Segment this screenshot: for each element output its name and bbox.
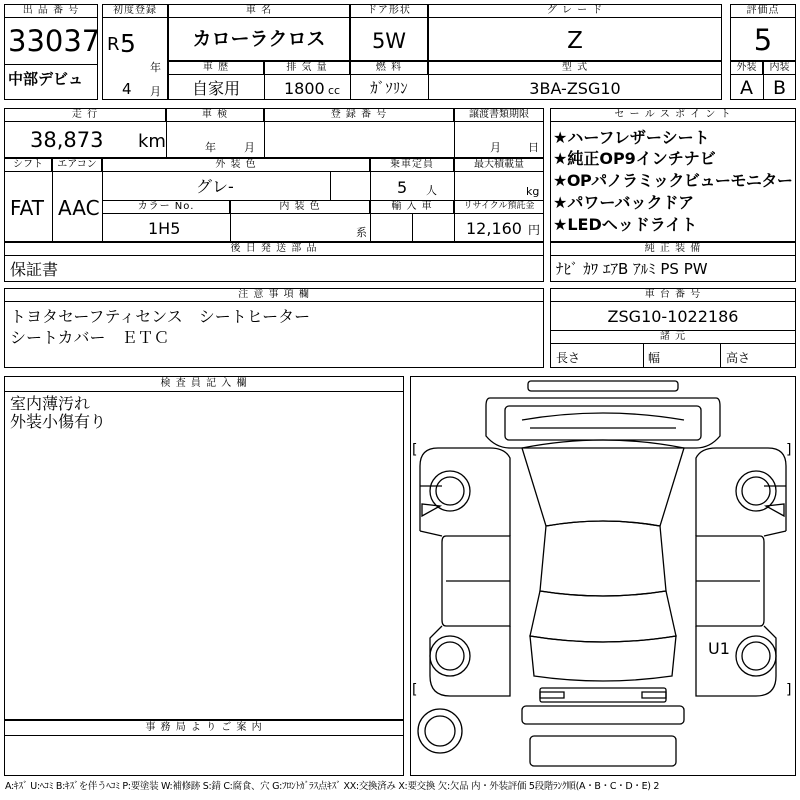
- recycle-label: リサイクル預託金: [454, 200, 544, 214]
- car-name: カローラクロス: [192, 28, 326, 50]
- right-bracket: ]: [786, 442, 792, 458]
- transfer-label: 譲渡書類期限: [454, 108, 544, 122]
- office-label: 事 務 局 よ り ご 案 内: [4, 720, 404, 736]
- int-label: 内装: [763, 61, 796, 75]
- grade-label: グ レ ー ド: [428, 4, 722, 18]
- exterior-grade: A: [740, 77, 753, 99]
- shift-label: シフト: [4, 158, 52, 172]
- import-label: 輸 入 車: [370, 200, 454, 214]
- ac-label: エアコン: [52, 158, 102, 172]
- inspector-line: 外装小傷有り: [10, 412, 107, 431]
- interior-color-suffix: 系: [356, 226, 367, 239]
- mileage-unit: km: [138, 131, 166, 152]
- car-name-label: 車 名: [168, 4, 350, 18]
- transfer-month: 月: [490, 141, 501, 154]
- row2-div1: [264, 61, 265, 100]
- inspection-year: 年: [205, 141, 216, 154]
- grade: Z: [567, 28, 583, 54]
- recycle-fee: 12,160: [466, 219, 522, 238]
- capacity: 5: [397, 178, 408, 197]
- recycle-yen: 円: [528, 223, 541, 237]
- door-label: ドア形状: [350, 4, 428, 18]
- notes-line: トヨタセーフティセンス シートヒーター: [10, 307, 311, 326]
- score-label: 評価点: [730, 4, 796, 18]
- sales-point-item: ★LEDヘッドライト: [553, 215, 698, 234]
- spec-width: 幅: [648, 351, 661, 365]
- inspection-label: 車 検: [166, 108, 264, 122]
- reg-month: 4: [122, 80, 132, 98]
- history-label: 車 歴: [168, 61, 264, 75]
- event-name: 中部デビュ: [8, 70, 84, 88]
- chassis-number: ZSG10-1022186: [607, 307, 739, 326]
- sales-points-label: セ ー ル ス ポ イ ン ト: [550, 108, 796, 122]
- legend: A:ｷｽﾞ U:ﾍｺﾐ B:ｷｽﾞを伴うﾍｺﾐ P:要塗装 W:補修跡 S:錆 C:腐食、穴 G:ﾌﾛﾝﾄｶﾞﾗｽ点ｷｽﾞ XX:交換済み X:要交換 欠:欠品 内・外装評価 5段階ﾗﾝｸ順(A・B・C・D・E) 2: [5, 781, 660, 792]
- spec-div-import: [412, 214, 413, 242]
- genuine-equipment-label: 純 正 装 備: [550, 242, 796, 256]
- later-parts: 保証書: [10, 260, 59, 279]
- door-type: 5W: [371, 29, 407, 53]
- reg-year: 5: [120, 29, 136, 58]
- lot-number-label: 出 品 番 号: [4, 4, 98, 18]
- capacity-label: 乗車定員: [370, 158, 454, 172]
- specs-div1: [643, 344, 644, 368]
- model-code-label: 型 式: [428, 61, 722, 75]
- mileage-label: 走 行: [4, 108, 166, 122]
- score: 5: [753, 23, 773, 57]
- history: 自家用: [191, 79, 240, 98]
- max-load-unit: kg: [526, 185, 540, 198]
- fuel-label: 燃 料: [350, 61, 428, 75]
- inspector-label: 検 査 員 記 入 欄: [4, 376, 404, 392]
- chassis-label: 車 台 番 号: [550, 288, 796, 302]
- shift: FAT: [10, 196, 45, 220]
- mid-div1: [166, 108, 167, 158]
- spec-height: 高さ: [726, 351, 751, 365]
- displacement: 1800: [284, 79, 325, 98]
- spec-div-colorno: [230, 200, 231, 242]
- cc-unit: cc: [328, 84, 341, 97]
- color-no-label: カラー No.: [102, 200, 230, 214]
- max-load-label: 最大積載量: [454, 158, 544, 172]
- spec-div-ext: [330, 172, 331, 200]
- left-bracket: [: [412, 682, 418, 698]
- color-number: 1H5: [148, 219, 181, 238]
- first-registration-label: 初度登録: [102, 4, 168, 18]
- inspector-line: 室内薄汚れ: [10, 394, 91, 413]
- air-conditioner: AAC: [58, 196, 100, 220]
- genuine-equipment: ﾅﾋﾞ ｶﾜ ｴｱB ｱﾙﾐ PS PW: [556, 260, 708, 278]
- notes-line: シートカバー ＥＴＣ: [10, 328, 170, 347]
- era-letter: R: [107, 34, 120, 55]
- sales-point-item: ★ハーフレザーシート: [553, 128, 710, 147]
- lot-divider: [4, 64, 98, 65]
- notes-label: 注 意 事 項 欄: [4, 288, 544, 302]
- left-bracket: [: [412, 442, 418, 458]
- exterior-color: グレ-: [196, 177, 234, 196]
- model-code: 3BA-ZSG10: [529, 79, 621, 98]
- mileage: 38,873: [30, 128, 104, 152]
- reg-no-label: 登 録 番 号: [264, 108, 454, 122]
- spec-length: 長さ: [556, 351, 581, 365]
- mid-div2: [264, 108, 265, 158]
- damage-mark: U1: [708, 639, 730, 658]
- sales-point-item: ★OPパノラミックビューモニター: [553, 171, 793, 190]
- right-bracket: ]: [786, 682, 792, 698]
- specs-label: 諸 元: [550, 330, 796, 344]
- inspection-month: 月: [244, 141, 255, 154]
- specs-div2: [720, 344, 721, 368]
- fuel: ｶﾞｿﾘﾝ: [370, 79, 408, 97]
- spec-div-shift: [52, 158, 53, 242]
- exterior-color-label: 外 装 色: [102, 158, 370, 172]
- ext-label: 外装: [730, 61, 763, 75]
- displacement-label: 排 気 量: [264, 61, 350, 75]
- car-diagram: [410, 376, 796, 776]
- capacity-unit: 人: [426, 184, 437, 197]
- interior-grade: B: [772, 77, 787, 99]
- mid-div3: [454, 108, 455, 158]
- reg-month-unit: 月: [150, 85, 161, 98]
- sales-point-item: ★純正OP9インチナビ: [553, 149, 716, 168]
- reg-year-unit: 年: [150, 61, 161, 74]
- later-parts-label: 後 日 発 送 部 品: [4, 242, 544, 256]
- lot-number: 33037: [8, 24, 101, 58]
- transfer-day: 日: [528, 141, 539, 154]
- interior-color-label: 内 装 色: [230, 200, 370, 214]
- sales-point-item: ★パワーバックドア: [553, 193, 695, 212]
